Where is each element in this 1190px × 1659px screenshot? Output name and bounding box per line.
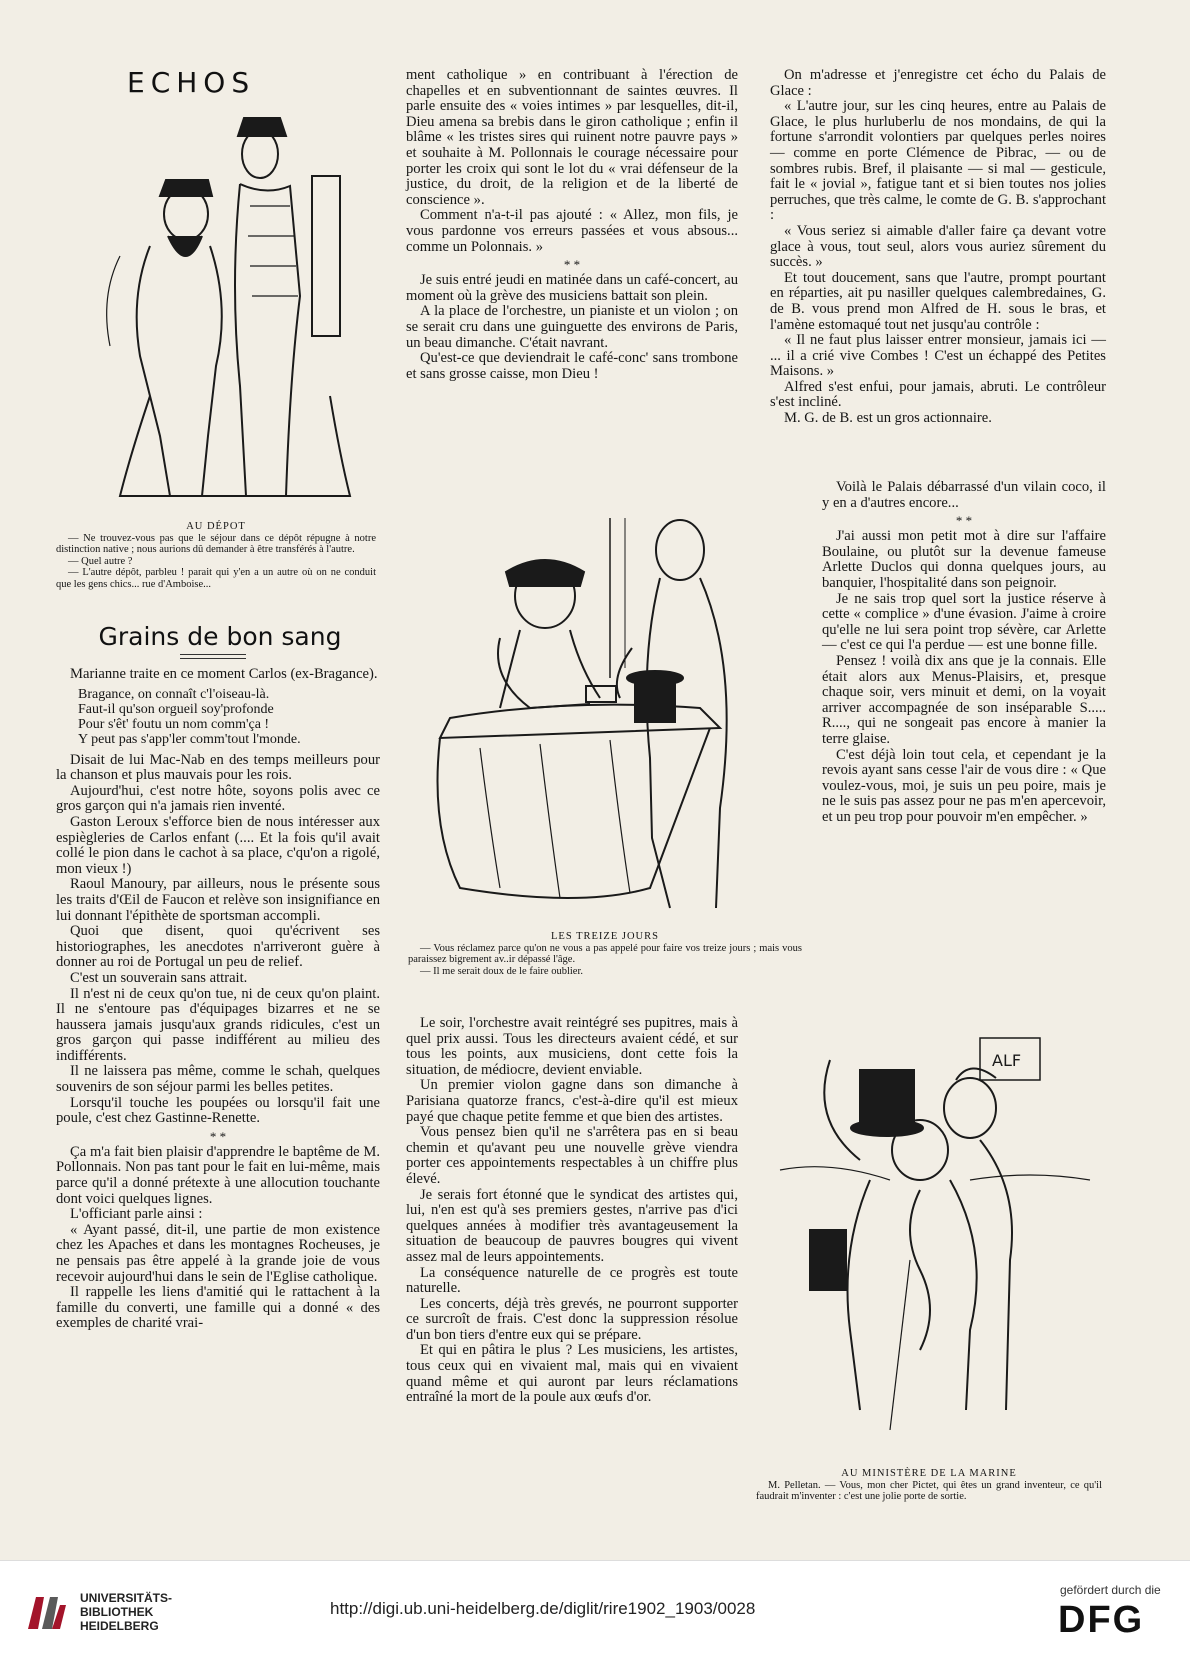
paragraph: A la place de l'orchestre, un pianiste et un violon ; on se serait cru dans une guinguette des environs de Paris, un beau dimanche. C'était navrant. <box>406 303 738 351</box>
column-3-inset <box>822 480 1106 825</box>
paragraph: « Vous seriez si aimable d'aller faire ça devant votre glace à vous, tout seul, alors vous auriez sûrement du succès. » <box>770 222 1106 271</box>
paragraph: Gaston Leroux s'efforce bien de nous intéresser aux espiègleries de Carlos enfant (.... Et la fois qu'il avait collé le pion dans le cachot à sa place, c'qu'on a rigolé, mon vieux !) <box>56 813 380 877</box>
paragraph: Ça m'a fait bien plaisir d'apprendre le baptême de M. Pollonnais. Non pas tant pour le fait en lui-même, mais parce qu'il a donné prétexte à une allocution touchante dont voici quelques lignes. <box>56 1143 380 1207</box>
section-stars: * * <box>209 1128 227 1144</box>
verse-line: Y peut pas s'app'ler comm'tout l'monde. <box>78 731 301 747</box>
depot-caption-line: — Quel autre ? <box>68 555 133 567</box>
paragraph: Un premier violon gagne dans son dimanche à Parisiana quatorze francs, c'est-à-dire qu'il est mieux payé que chaque petite femme et que bien des artistes. <box>406 1077 738 1125</box>
library-name-line: UNIVERSITÄTS- <box>80 1591 173 1605</box>
depot-caption-line: — L'autre dépôt, parbleu ! parait qui y'en a un autre où on ne conduit que les gens chics... rue d'Amboise... <box>56 567 376 590</box>
treize-jours-caption-title: LES TREIZE JOURS <box>551 931 659 942</box>
paragraph: Il n'est ni de ceux qu'on tue, ni de ceux qu'on plaint. Il ne s'entoure pas d'équipages bizarres et ne se haussera jamais jusqu'aux grands ridicules, c'est un gros garçon qui passe indifférent au milieu des indifférents. <box>56 985 380 1064</box>
paragraph: Quoi que disent, quoi qu'écrivent ses historiographes, les anecdotes n'arriveront guère à donner au roi de Portugal un peu de relief. <box>56 923 380 971</box>
section-stars: * * <box>955 513 973 529</box>
paragraph: Il rappelle les liens d'amitié qui le rattachent à la famille du converti, une famille qui a donné « des exemples de charité vrai- <box>56 1284 380 1332</box>
paragraph: Pensez ! voilà dix ans que je la connais. Elle était alors aux Menus-Plaisirs, et, presque chaque soir, vers minuit et demi, on la voyait arriver accompagnée de son inséparable S..... R...., qui ne songeait pas encore à manier la terre glaise. <box>822 652 1106 747</box>
marine-illustration <box>770 1030 1100 1430</box>
depot-illustration <box>90 96 380 516</box>
column-1 <box>56 667 380 1332</box>
column-2-top <box>406 68 738 382</box>
paragraph: Qu'est-ce que deviendrait le café-conc' sans trombone et sans grosse caisse, mon Dieu ! <box>406 350 738 382</box>
depot-caption-line: — Ne trouvez-vous pas que le séjour dans ce dépôt répugne à notre distinction native ; nous aurions dû demander à être transférés à l'autre. <box>56 532 376 555</box>
title-rule <box>180 654 246 659</box>
verse-line: Bragance, on connaît c'l'oiseau-là. <box>78 686 270 702</box>
paragraph: Lorsqu'il touche les poupées ou lorsqu'il fait une poule, c'est chez Gastinne-Renette. <box>56 1094 380 1127</box>
paragraph: Alfred s'est enfui, pour jamais, abruti. Le contrôleur s'est incliné. <box>770 378 1106 411</box>
paragraph: ment catholique » en contribuant à l'érection de chapelles et en subventionnant de saintes œuvres. Il parle ensuite des « voies intimes » par lesquelles, dit-il, Dieu amena sa brebis dans le giron catholique ; enfin il blâme « les tristes sires qui ruinent notre pauvre pays » et souhaite à M. Pollonnais le courage nécessaire pour porter les croix qui sont le lot du « vrai défenseur de la justice, du droit, de la religion et de la liberté de conscience ». <box>406 67 738 208</box>
paragraph: Et qui en pâtira le plus ? Les musiciens, les artistes, tous ceux qui en vivaient mal, mais qui en vivaient quand même et qui auront par leurs réclamations entraîné la mort de la poule aux œufs d'or. <box>406 1342 738 1406</box>
marine-sign-text: ALF <box>992 1051 1022 1070</box>
depot-caption <box>56 521 376 590</box>
depot-caption-title: AU DÉPOT <box>186 521 246 532</box>
treize-jours-caption <box>408 931 802 977</box>
marine-caption-line: — Vous, mon cher Pictet, qui êtes un grand inventeur, ce qu'il faudrait m'inventer : c'est une jolie porte de sortie. <box>756 1479 1102 1502</box>
paragraph: Et tout doucement, sans que l'autre, prompt pourtant en réparties, ait pu nasiller quelques calembredaines, G. de B. vous prend mon Alfred de H. sous le bras, et l'amène estomaqué tout net jusqu'au contrôle : <box>770 269 1106 333</box>
paragraph: Comment n'a-t-il pas ajouté : « Allez, mon fils, je vous pardonne vos erreurs passées et vous absous... comme un Polonnais. » <box>406 207 738 255</box>
paragraph: C'est un souverain sans attrait. <box>70 969 248 986</box>
paragraph: Les concerts, déjà très grevés, ne pourront supporter ce surcroît de frais. C'est donc la suppression résolue d'un bon tiers d'entre eux qui se prépare. <box>406 1295 738 1343</box>
marine-caption-speaker: M. Pelletan. <box>768 1479 821 1491</box>
verse-line: Pour s'êt' foutu un nom comm'ça ! <box>78 716 270 732</box>
treize-jours-caption-line: — Il me serait doux de le faire oublier. <box>420 965 583 977</box>
university-seal-icon <box>22 1587 70 1635</box>
verse <box>78 687 380 747</box>
library-name-line: BIBLIOTHEK <box>80 1605 154 1619</box>
paragraph: « Il ne faut plus laisser entrer monsieur, jamais ici — ... il a crié vive Combes ! C'est un échappé des Petites Maisons. » <box>770 332 1106 380</box>
paragraph: C'est déjà loin tout cela, et cependant je la revois ayant sans cesse l'air de vous dire : « Que voulez-vous, moi, je suis un peu poire, mais je ne le suis pas assez pour ne pas m'en apercevoir, et un peu trop pour pouvoir m'en empêcher. » <box>822 746 1106 825</box>
source-url-link[interactable]: http://digi.ub.uni-heidelberg.de/diglit/rire1902_1903/0028 <box>330 1599 756 1618</box>
grains-title: Grains de bon sang <box>98 622 342 651</box>
paragraph: Je suis entré jeudi en matinée dans un café-concert, au moment où la grève des musiciens battait son plein. <box>406 272 738 304</box>
paragraph: On m'adresse et j'enregistre cet écho du Palais de Glace : <box>770 67 1106 99</box>
marine-caption <box>756 1468 1102 1503</box>
footer-bar <box>0 1560 1190 1659</box>
library-name <box>80 1591 172 1633</box>
treize-jours-illustration <box>420 508 818 926</box>
paragraph: Je serais fort étonné que le syndicat des artistes qui, lui, n'en est qu'à ses premiers gestes, n'arrive pas d'ici quelques années à modifier très avantageusement la situation de beaucoup de pauvres bougres qui vivent assez mal de leurs appointements. <box>406 1186 738 1265</box>
paragraph: L'officiant parle ainsi : <box>70 1206 203 1223</box>
paragraph: Vous pensez bien qu'il ne s'arrêtera pas en si beau chemin et qu'avant peu une nouvelle grève viendra porter ces appointements respectables à un chiffre plus élevé. <box>406 1124 738 1187</box>
library-name-line: HEIDELBERG <box>80 1619 159 1633</box>
paragraph: J'ai aussi mon petit mot à dire sur l'affaire Boulaine, ou plutôt sur la devenue fameuse Arlette Duclos qui donna quelques jours, au banquier, l'hospitalité dans son peignoir. <box>822 528 1106 591</box>
verse-line: Faut-il qu'son orgueil soy'profonde <box>78 701 274 717</box>
paragraph: « L'autre jour, sur les cinq heures, entre au Palais de Glace, le plus hurluberlu de nos mondains, de qui la fortune s'arrondit volontiers par quelques perles noires — comme en porte Clémence de Pibrac, — ou de sombres rubis. Bref, il plaisante — si mal — gesticule, fait le « jovial », fatigue tant et si bien toutes nos jolies perruches, que très calme, le comte de G. B. s'approchant : <box>770 98 1106 224</box>
paragraph: Raoul Manoury, par ailleurs, nous le présente sous les traits d'Œil de Faucon et relève son insignifiance en lui donnant l'épithète de sportsman accompli. <box>56 876 380 924</box>
paragraph: Je ne sais trop quel sort la justice réserve à cette « complice » d'une évasion. J'aime à croire qu'elle ne lui sera point trop sévère, car Arlette — c'est ce qui l'a perdue — est une bonne fille. <box>822 590 1106 654</box>
treize-jours-caption-line: — Vous réclamez parce qu'on ne vous a pas appelé pour faire vos treize jours ; mais vous paraissez bigrement av..ir dépassé l'âge. <box>408 942 802 965</box>
paragraph: Disait de lui Mac-Nab en des temps meilleurs pour la chanson et plus mauvais pour les rois. <box>56 751 380 784</box>
funded-by-label: gefördert durch die <box>1060 1583 1161 1597</box>
paragraph: Voilà le Palais débarrassé d'un vilain coco, il y en a d'autres encore... <box>822 479 1106 511</box>
paragraph: M. G. de B. est un gros actionnaire. <box>784 410 992 427</box>
paragraph: Aujourd'hui, c'est notre hôte, soyons polis avec ce gros garçon qui n'a jamais rien inventé. <box>56 782 380 815</box>
echos-title: ECHOS <box>127 66 256 99</box>
marine-caption-title: AU MINISTÈRE DE LA MARINE <box>841 1468 1017 1479</box>
column-3 <box>770 68 1106 427</box>
paragraph: La conséquence naturelle de ce progrès est toute naturelle. <box>406 1264 738 1297</box>
paragraph: Il ne laissera pas même, comme le schah, quelques souvenirs de son séjour parmi les belles petites. <box>56 1063 380 1096</box>
dfg-logo: DFG <box>1058 1599 1145 1641</box>
paragraph: Le soir, l'orchestre avait reintégré ses pupitres, mais à quel prix aussi. Tous les directeurs avaient cédé, et sur tous les points, aux musiciens, dont cette fois la situation, de médiocre, devient enviable. <box>406 1015 738 1078</box>
column-2-bottom <box>406 1016 738 1406</box>
section-stars: * * <box>563 257 581 273</box>
paragraph: Marianne traite en ce moment Carlos (ex-Bragance). <box>70 666 378 682</box>
paragraph: « Ayant passé, dit-il, une partie de mon existence chez les Apaches et dans les montagnes Rocheuses, je ne pensais pas être appelé à la grande joie de vous recevoir aujourd'hui dans le sein de l'Eglise catholique. <box>56 1221 380 1285</box>
